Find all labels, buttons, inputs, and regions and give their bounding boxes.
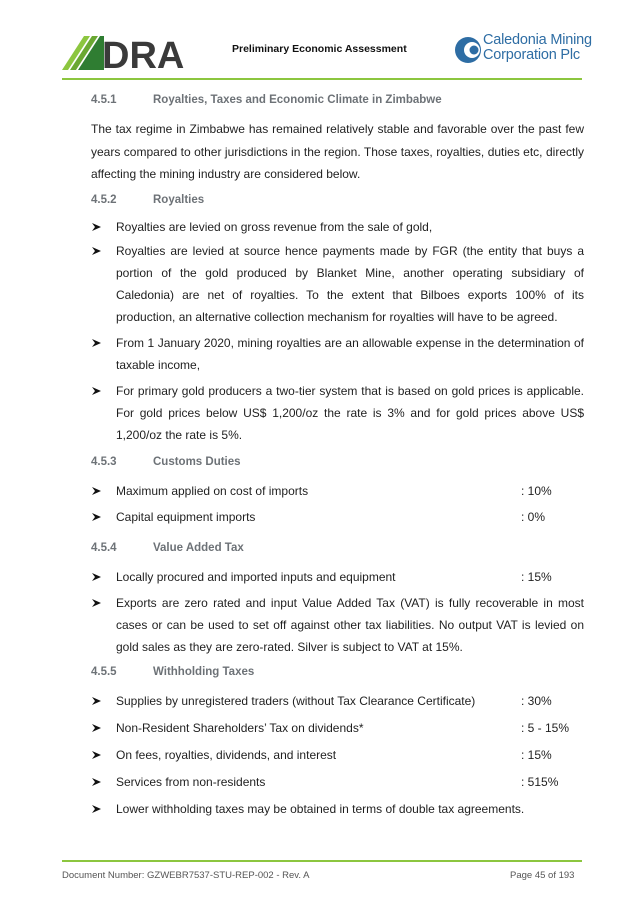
bullet-text: Exports are zero rated and input Value Added Tax (VAT) is fully recoverable in most cases or can be used to set off against other tax liabilities. No output VAT is levied on gold sales as they are zero-rated. Silver is subject to VAT at 15%. (116, 596, 584, 654)
bullet-value: : 0% (521, 510, 546, 524)
section-number: 4.5.4 (91, 542, 117, 554)
arrow-bullet-icon (91, 380, 103, 402)
bullet-value: : 15% (521, 570, 552, 584)
section-title: Royalties, Taxes and Economic Climate in Zimbabwe (153, 94, 442, 106)
caledonia-name-line2: Corporation Plc (483, 47, 580, 63)
footer-divider (62, 860, 582, 862)
bullet-text: Royalties are levied at source hence payments made by FGR (the entity that buys a portion of the gold produced by Blanket Mine, another operating subsidiary of Caledonia) are net of royalties. To the extent that Bilboes exports 100% of its production, an alternative collection mechanism for royalties will have to be agreed. (116, 244, 584, 324)
arrow-bullet-icon (91, 771, 103, 793)
bullet-value: : 15% (521, 748, 552, 762)
bullet-value: : 5 - 15% (521, 721, 570, 735)
bullet-text: For primary gold producers a two-tier system that is based on gold prices is applicable. For gold prices below US$ 1,200/oz the rate is 3% and for gold prices above US$ 1,200/oz the rate is 5%. (116, 384, 584, 442)
bullet-text: Maximum applied on cost of imports (116, 484, 309, 498)
bullet-value: : 10% (521, 484, 552, 498)
section-title: Royalties (153, 194, 205, 206)
bullet-text: Capital equipment imports (116, 510, 256, 524)
page-number: Page 45 of 193 (510, 870, 575, 881)
section-title: Customs Duties (153, 456, 241, 468)
bullet-text: Supplies by unregistered traders (without Tax Clearance Certificate) (116, 694, 476, 708)
bullet-text: Non-Resident Shareholders’ Tax on dividends* (116, 721, 364, 735)
dra-logo-text: DRA (102, 35, 185, 72)
bullet-text: Royalties are levied on gross revenue from the sale of gold, (116, 220, 433, 234)
section-title: Value Added Tax (153, 542, 244, 554)
section-number: 4.5.1 (91, 94, 117, 106)
arrow-bullet-icon (91, 506, 103, 528)
header-title: Preliminary Economic Assessment (232, 43, 407, 55)
document-number: Document Number: GZWEBR7537-STU-REP-002 - Rev. A (62, 870, 310, 881)
bullet-text: Services from non-residents (116, 775, 266, 789)
arrow-bullet-icon (91, 690, 103, 712)
dra-logo (62, 32, 197, 72)
section-number: 4.5.5 (91, 666, 117, 678)
arrow-bullet-icon (91, 592, 103, 614)
section-paragraph-451: The tax regime in Zimbabwe has remained relatively stable and favorable over the past few years compared to other jurisdictions in the region. Those taxes, royalties, duties etc, directly affecting the mining industry are considered below. (91, 122, 584, 181)
arrow-bullet-icon (91, 744, 103, 766)
arrow-bullet-icon (91, 480, 103, 502)
bullet-text: On fees, royalties, dividends, and interest (116, 748, 337, 762)
bullet-text: Locally procured and imported inputs and equipment (116, 570, 396, 584)
bullet-value: : 30% (521, 694, 552, 708)
arrow-bullet-icon (91, 240, 103, 262)
bullet-value: : 515% (521, 775, 559, 789)
page-header (0, 0, 644, 80)
arrow-bullet-icon (91, 332, 103, 354)
caledonia-name-line1: Caledonia Mining (483, 32, 592, 48)
section-title: Withholding Taxes (153, 666, 255, 678)
header-divider (62, 78, 582, 80)
arrow-bullet-icon (91, 566, 103, 588)
arrow-bullet-icon (91, 798, 103, 820)
section-number: 4.5.3 (91, 456, 117, 468)
bullet-text: Lower withholding taxes may be obtained in terms of double tax agreements. (116, 802, 525, 816)
section-number: 4.5.2 (91, 194, 117, 206)
arrow-bullet-icon (91, 717, 103, 739)
arrow-bullet-icon (91, 216, 103, 238)
bullet-text: From 1 January 2020, mining royalties are an allowable expense in the determination of taxable income, (116, 336, 584, 372)
caledonia-name (483, 33, 592, 63)
